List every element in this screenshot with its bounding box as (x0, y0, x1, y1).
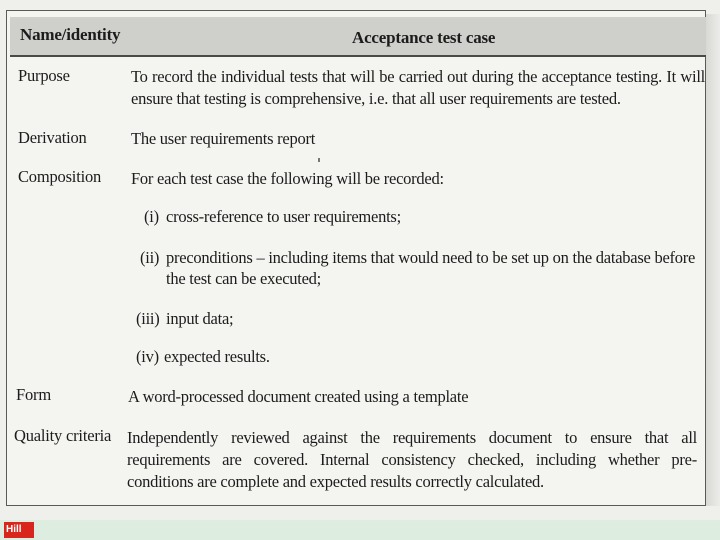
composition-intro: For each test case the following will be recorded: (131, 169, 444, 188)
form-label: Form (16, 385, 51, 404)
composition-item-num: (iii) (136, 309, 160, 328)
quality-criteria-text: Independently reviewed against the requirements document to ensure that all requirements are covered. Internal consistency checked, including whether pre-conditions are complete and expected results correctly calculated. (127, 428, 697, 491)
page-edge-shadow (706, 14, 720, 506)
composition-item-text: expected results. (164, 347, 270, 366)
composition-item-num: (i) (144, 207, 159, 226)
derivation-text: The user requirements report (131, 129, 316, 148)
composition-item-text: cross-reference to user requirements; (166, 207, 401, 226)
slide-footer (0, 520, 720, 540)
form-text: A word-processed document created using a template (128, 387, 469, 406)
purpose-text: To record the individual tests that will be carried out during the acceptance testing. It will ensure that testing is comprehensive, i.e. that all user requirements are tested. (131, 67, 705, 108)
purpose-label: Purpose (18, 66, 70, 85)
composition-item-num: (ii) (140, 248, 160, 267)
quality-criteria-label: Quality criteria (14, 426, 112, 445)
scan-speck (318, 158, 320, 162)
composition-label: Composition (18, 167, 102, 186)
composition-item-text: preconditions – including items that would need to be set up on the database before the test can be executed; (166, 248, 696, 288)
publisher-logo: Hill (4, 522, 34, 538)
header-case-title: Acceptance test case (352, 28, 496, 47)
derivation-label: Derivation (18, 128, 87, 147)
composition-item-num: (iv) (136, 347, 159, 366)
composition-item-text: input data; (166, 309, 234, 328)
header-divider (10, 55, 706, 57)
header-name-label: Name/identity (20, 25, 121, 44)
